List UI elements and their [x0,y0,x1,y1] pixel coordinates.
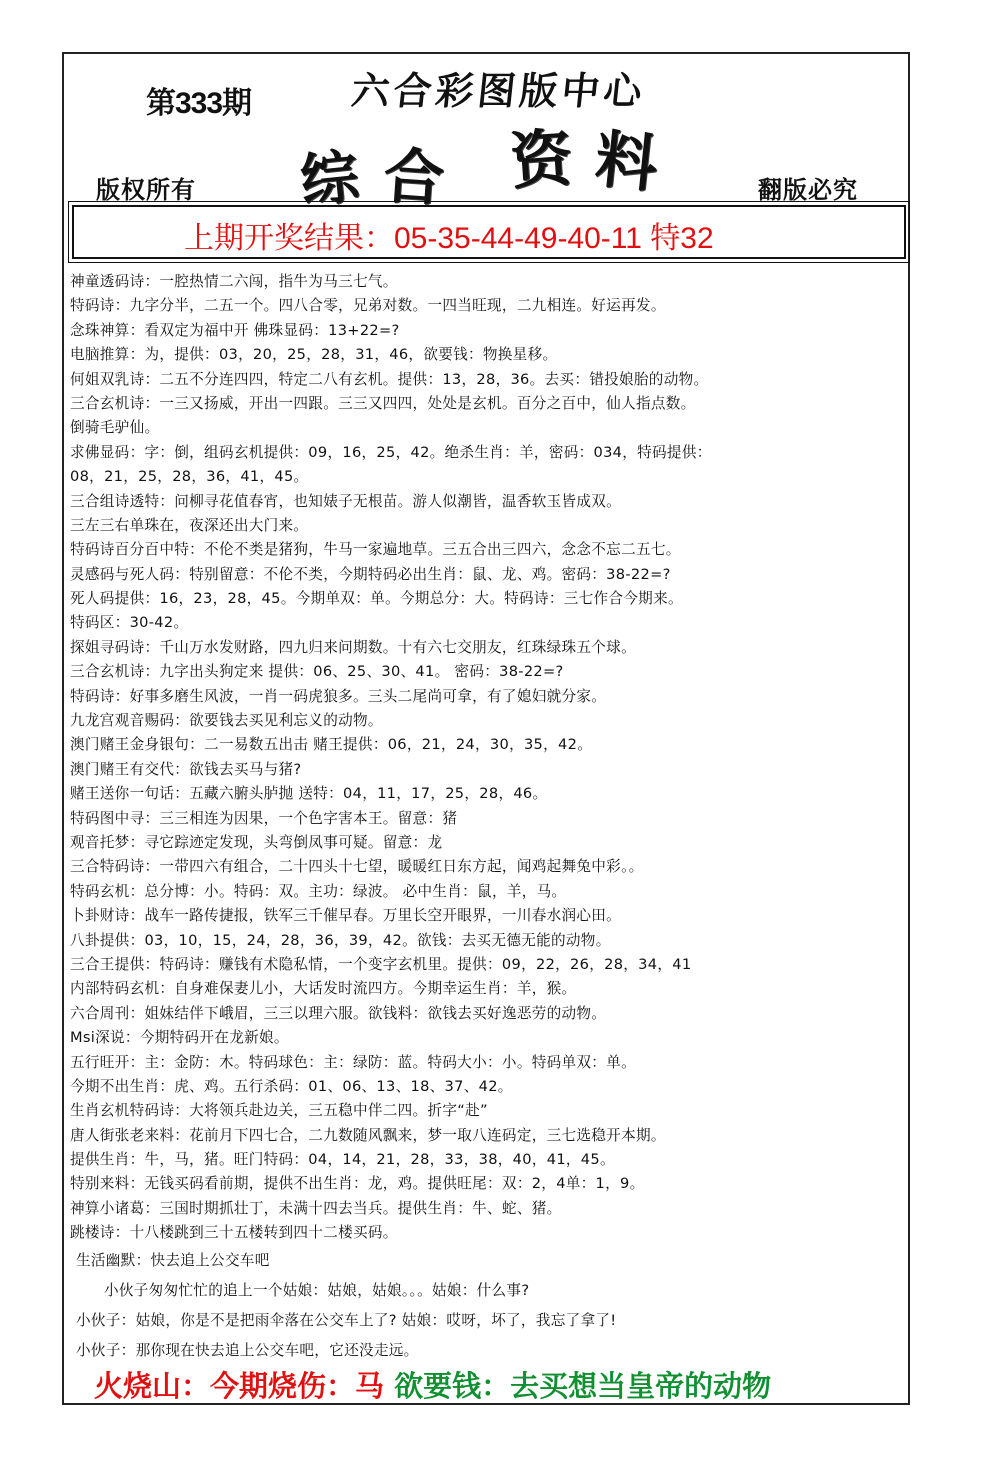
text-line: 神算小诸葛：三国时期抓壮丁，未满十四去当兵。提供生肖：牛、蛇、猪。 [70,1199,562,1217]
big-title [297,110,720,216]
text-line: 三合玄机诗：一三又扬威，开出一四跟。三三又四四，处处是玄机。百分之百中，仙人指点数。 [70,394,696,412]
result-box [72,205,906,259]
text-line: 唐人街张老来料：花前月下四七合，二九数随风飘来，梦一取八连码定，三七选稳开本期。 [70,1126,666,1144]
text-line: 跳楼诗：十八楼跳到三十五楼转到四十二楼买码。 [70,1224,398,1242]
joke-line: 小伙子匆匆忙忙的追上一个姑娘：姑娘，姑娘。。。姑娘：什么事? [104,1281,530,1299]
text-line: 08，21，25，28，36，41，45。 [70,468,309,486]
joke-line: 小伙子：姑娘，你是不是把雨伞落在公交车上了? 姑娘：哎呀，坏了，我忘了拿了! [76,1311,617,1329]
title-char: 综 [297,142,362,216]
text-line: 今期不出生肖：虎、鸡。五行杀码：01、06、13、18、37、42。 [70,1077,513,1095]
footer-banner [94,1364,771,1405]
text-line: 提供生肖：牛，马，猪。旺门特码：04，14，21，28，33，38，40，41，45。 [70,1151,615,1169]
center-name: 六合彩图版中心 [349,68,649,113]
text-line: 三合王提供：特码诗：赚钱有术隐私情，一个变字玄机里。提供：09，22，26，28，34，41 [70,955,692,973]
issue-number: 第333期 [146,87,252,120]
text-line: 电脑推算：为，提供：03，20，25，28，31，46，欲要钱：物换星移。 [70,346,558,364]
text-line: 六合周刊：姐妹结伴下峨眉，三三以理六服。欲钱料：欲钱去买好逸恶劳的动物。 [70,1004,607,1022]
last-draw-result: 上期开奖结果：05-35-44-49-40-11 特32 [184,222,714,255]
text-line: 赌王送你一句话：五藏六腑头胪抛 送特：04，11，17，25，28，46。 [70,785,548,803]
text-line: 八卦提供：03，10，15，24，28，36，39，42。欲钱：去买无德无能的动物。 [70,931,611,949]
title-char: 料 [591,121,662,202]
text-line: 九龙宫观音赐码：欲要钱去买见利忘义的动物。 [70,712,383,730]
text-line: 特码诗：九字分半，二五一个。四八合零，兄弟对数。一四当旺现，二九相连。好运再发。 [70,297,666,315]
joke-line: 小伙子：那你现在快去追上公交车吧，它还没走远。 [76,1341,419,1359]
text-line: 特码区：30-42。 [70,614,189,632]
text-line: Msi深说：今期特码开在龙新娘。 [70,1029,289,1047]
text-line: 内部特码玄机：自身难保妻儿小，大话发时流四方。今期幸运生肖：羊，猴。 [70,980,577,998]
text-line: 神童透码诗：一腔热情二六闯，指牛为马三七气。 [70,273,398,290]
text-line: 三合特码诗：一带四六有组合，二十四头十七望，暖暖红日东方起，闻鸡起舞兔中彩。。 [70,858,644,876]
text-line: 求佛显码：字：倒，组码玄机提供：09，16，25，42。绝杀生肖：羊，密码：034，特码提供： [70,443,712,461]
joke-title: 生活幽默：快去追上公交车吧 [76,1251,270,1269]
copyright-right: 翻版必究 [758,175,858,204]
text-line: 五行旺开：主：金防：木。特码球色：主：绿防：蓝。特码大小：小。特码单双：单。 [70,1053,636,1071]
text-line: 何姐双乳诗：二五不分连四四，特定二八有玄机。提供：13，28，36。去买：错投娘胎的动物。 [70,370,709,388]
copyright-left: 版权所有 [96,175,196,204]
footer-hint: 欲要钱：去买想当皇帝的动物 [394,1369,772,1403]
text-line: 卜卦财诗：战车一路传捷报，铁军三千催早春。万里长空开眼界，一川春水润心田。 [70,907,622,925]
text-line: 三左三右单珠在，夜深还出大门来。 [70,516,309,534]
text-line: 灵感码与死人码：特别留意：不伦不类，今期特码必出生肖：鼠、龙、鸡。密码：38-22=? [70,565,671,583]
text-line: 倒骑毛驴仙。 [70,419,160,437]
text-line: 特码图中寻：三三相连为因果，一个色字害本王。留意：猪 [70,809,458,827]
text-line: 念珠神算：看双定为福中开 佛珠显码：13+22=? [70,321,400,339]
text-line: 生肖玄机特码诗：大将领兵赴边关，三五稳中伴二四。折字“赴” [70,1102,488,1120]
text-line: 特码诗百分百中特：不伦不类是猪狗，牛马一家遍地草。三五合出三四六，念念不忘二五七。 [70,541,681,559]
footer-burn: 火烧山：今期烧伤：马 [94,1369,385,1403]
text-line: 特别来料：无钱买码看前期，提供不出生肖：龙，鸡。提供旺尾：双：2，4单：1，9。 [70,1175,645,1193]
text-line: 澳门赌王金身银句：二一易数五出击 赌王提供：06，21，24，30，35，42。 [70,736,593,754]
text-line: 观音托梦：寻它踪迹定发现，头弯倒凤事可疑。留意：龙 [70,833,443,851]
text-line: 特码诗：好事多磨生风波，一肖一码虎狼多。三头二尾尚可拿，有了媳妇就分家。 [70,687,607,705]
text-line: 探姐寻码诗：千山万水发财路，四九归来问期数。十有六七交朋友，红珠绿珠五个球。 [70,638,636,656]
text-line: 特码玄机：总分博：小。特码：双。主功：绿波。 必中生肖：鼠，羊，马。 [70,882,567,900]
text-line: 死人码提供：16，23，28，45。今期单双：单。今期总分：大。特码诗：三七作合今期来。 [70,590,683,608]
content-lines [70,270,900,1366]
text-line: 三合组诗透特：问柳寻花值春宵，也知婊子无根苗。游人似潮皆，温香软玉皆成双。 [70,492,622,510]
title-char: 合 [381,140,447,215]
text-line: 三合玄机诗：九字出头狗定来 提供：06、25、30、41。 密码：38-22=? [70,663,564,681]
text-line: 澳门赌王有交代：欲钱去买马与猪? [70,760,302,778]
title-char: 资 [507,120,575,199]
